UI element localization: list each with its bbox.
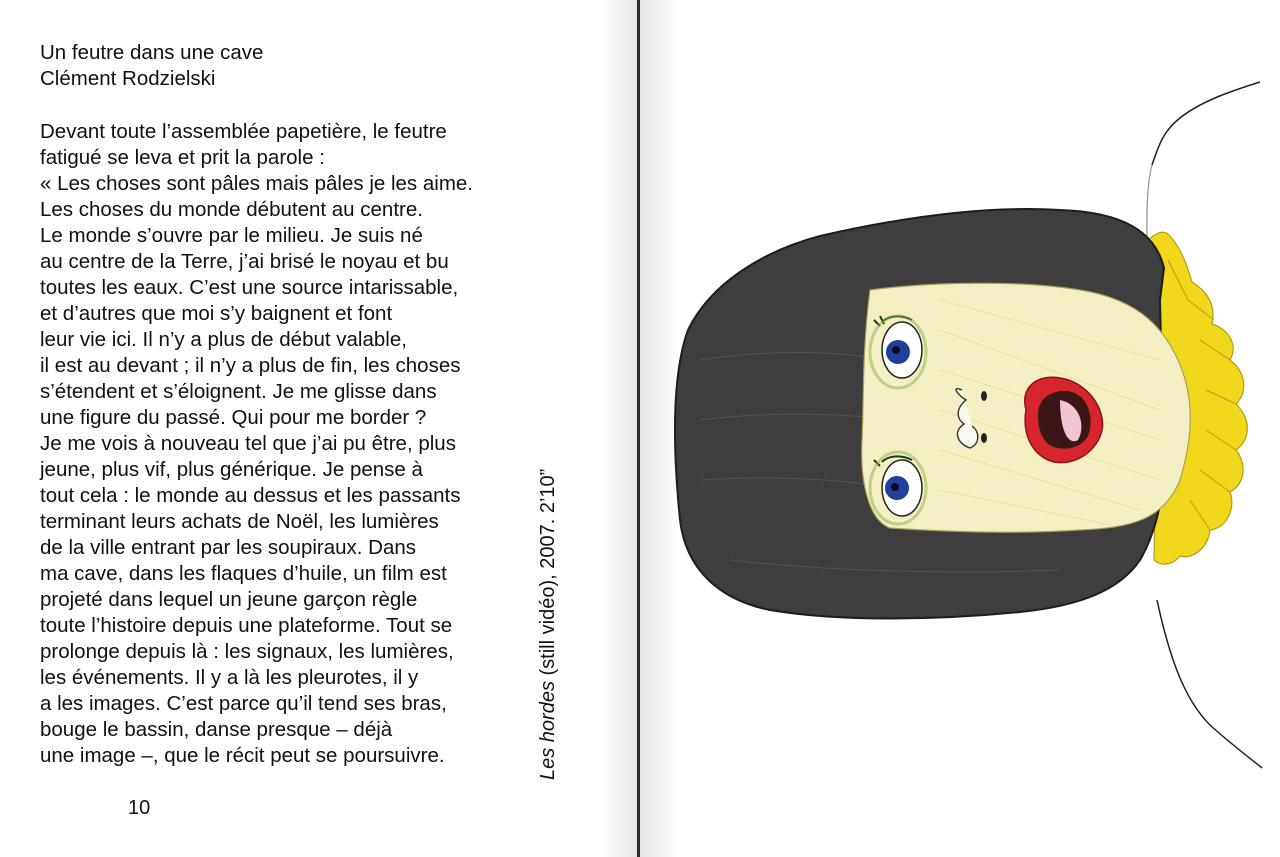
body-line: les événements. Il y a là les pleurotes, il y <box>40 666 419 689</box>
body-line: de la ville entrant par les soupiraux. Dans <box>40 536 417 559</box>
caption-details: (still vidéo), 2007. 2’10” <box>537 468 559 682</box>
face-drawing-illustration <box>640 0 1280 857</box>
body-line: « Les choses sont pâles mais pâles je les aime. <box>40 172 474 195</box>
body-line: une figure du passé. Qui pour me border ? <box>40 406 427 429</box>
body-line: toutes les eaux. C’est une source intarissable, <box>40 276 459 299</box>
body-line: il est au devant ; il n’y a plus de fin, les choses <box>40 354 461 377</box>
caption-work-title: Les hordes <box>537 681 559 780</box>
body-line: Le monde s’ouvre par le milieu. Je suis né <box>40 224 423 247</box>
body-line: toute l’histoire depuis une plateforme. Tout se <box>40 614 453 637</box>
book-spine <box>637 0 640 857</box>
gutter-shadow <box>600 0 640 857</box>
body-line: terminant leurs achats de Noël, les lumières <box>40 510 439 533</box>
article-body <box>40 119 510 769</box>
article-title: Un feutre dans une cave <box>40 41 264 64</box>
article-heading <box>40 40 510 92</box>
body-line: ma cave, dans les flaques d’huile, un film est <box>40 562 447 585</box>
body-line: a les images. C’est parce qu’il tend ses bras, <box>40 692 447 715</box>
image-caption <box>537 469 560 780</box>
body-line: et d’autres que moi s’y baignent et font <box>40 302 393 325</box>
body-line: une image –, que le récit peut se poursuivre. <box>40 744 445 767</box>
body-line: Je me vois à nouveau tel que j’ai pu être, plus <box>40 432 456 455</box>
article-author: Clément Rodzielski <box>40 67 216 90</box>
page-number: 10 <box>128 797 151 819</box>
body-line: fatigué se leva et prit la parole : <box>40 146 325 169</box>
body-line: prolonge depuis là : les signaux, les lumières, <box>40 640 454 663</box>
body-line: s’étendent et s’éloignent. Je me glisse dans <box>40 380 437 403</box>
body-line: bouge le bassin, danse presque – déjà <box>40 718 393 741</box>
body-line: jeune, plus vif, plus générique. Je pense à <box>40 458 423 481</box>
body-line: projeté dans lequel un jeune garçon règle <box>40 588 418 611</box>
body-line: tout cela : le monde au dessus et les passants <box>40 484 461 507</box>
body-line: leur vie ici. Il n’y a plus de début valable, <box>40 328 407 351</box>
body-line: au centre de la Terre, j’ai brisé le noyau et bu <box>40 250 449 273</box>
right-page <box>640 0 1280 857</box>
body-line: Les choses du monde débutent au centre. <box>40 198 423 221</box>
body-line: Devant toute l’assemblée papetière, le feutre <box>40 120 447 143</box>
